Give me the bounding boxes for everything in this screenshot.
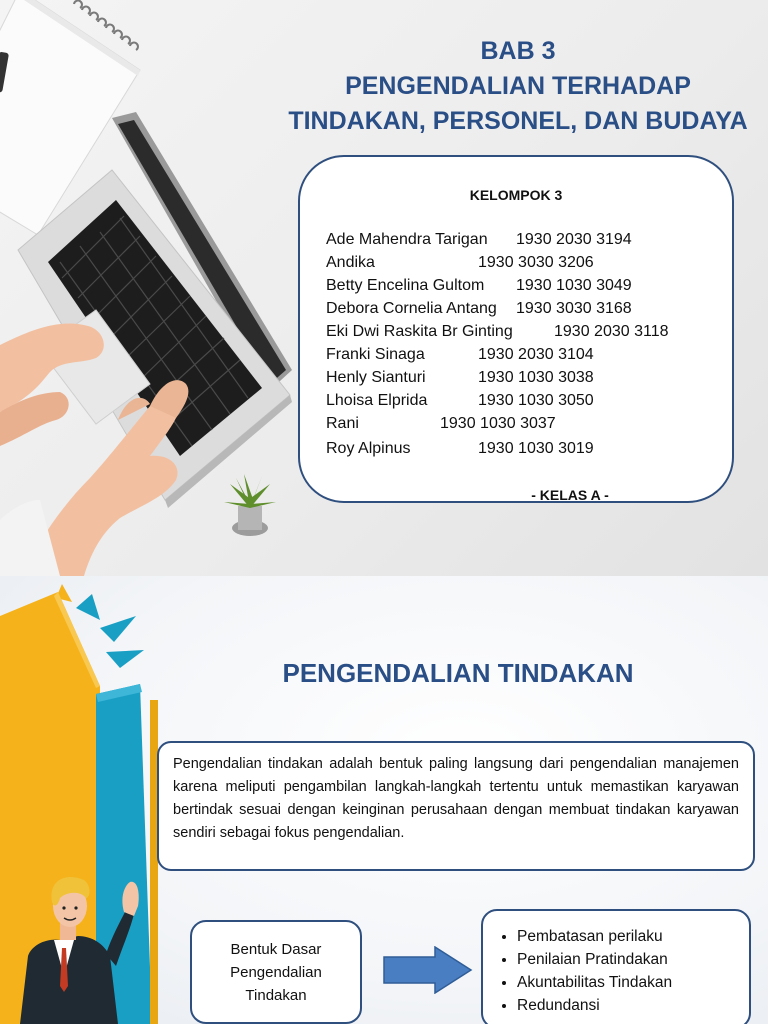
basic-forms-box	[190, 920, 362, 1024]
books-illustration	[0, 576, 160, 1024]
member-id: 1930 1030 3050	[478, 392, 594, 409]
member-id: 1930 1030 3019	[478, 440, 594, 457]
member-name: Roy Alpinus	[326, 440, 411, 457]
class-label: - KELAS A -	[531, 487, 609, 503]
member-name: Lhoisa Elprida	[326, 392, 428, 409]
member-id: 1930 1030 3037	[440, 415, 556, 432]
member-row	[326, 231, 632, 249]
member-row	[326, 346, 594, 364]
member-name: Rani	[326, 415, 359, 432]
title-line: TINDAKAN, PERSONEL, DAN BUDAYA	[288, 107, 748, 135]
member-row	[326, 392, 594, 410]
member-id: 1930 3030 3168	[516, 300, 632, 317]
member-name: Henly Sianturi	[326, 369, 426, 386]
group-members-box	[298, 155, 734, 503]
member-row	[326, 440, 594, 458]
member-row	[326, 300, 632, 318]
member-row	[326, 323, 669, 341]
list-item: • Akuntabilitas Tindakan	[517, 971, 739, 994]
list-item: • Penilaian Pratindakan	[517, 948, 739, 971]
title-line: PENGENDALIAN TERHADAP	[345, 72, 691, 100]
control-types-list	[497, 925, 739, 1017]
member-row	[326, 254, 594, 272]
member-row	[326, 277, 632, 295]
member-name: Franki Sinaga	[326, 346, 425, 363]
member-id: 1930 1030 3038	[478, 369, 594, 386]
member-name: Andika	[326, 254, 375, 271]
group-label: KELOMPOK 3	[469, 187, 563, 203]
member-name: Eki Dwi Raskita Br Ginting	[326, 323, 513, 340]
basic-forms-label: Bentuk Dasar Pengendalian Tindakan	[230, 940, 322, 1004]
definition-box	[157, 741, 755, 871]
list-item: • Redundansi	[517, 994, 739, 1017]
member-row	[326, 415, 556, 433]
control-types-box	[481, 909, 751, 1024]
member-id: 1930 3030 3206	[478, 254, 594, 271]
member-id: 1930 2030 3194	[516, 231, 632, 248]
member-id: 1930 2030 3118	[554, 323, 669, 340]
member-id: 1930 2030 3104	[478, 346, 594, 363]
member-name: Ade Mahendra Tarigan	[326, 231, 488, 248]
list-item: • Pembatasan perilaku	[517, 925, 739, 948]
plant-icon	[224, 474, 276, 536]
page-title	[285, 34, 751, 139]
arrow-right-icon	[383, 946, 473, 994]
member-id: 1930 1030 3049	[516, 277, 632, 294]
member-name: Debora Cornelia Antang	[326, 300, 497, 317]
slide-action-controls	[0, 576, 768, 1024]
title-line: BAB 3	[480, 37, 556, 65]
member-name: Betty Encelina Gultom	[326, 277, 485, 294]
member-row	[326, 369, 594, 387]
laptop-workspace-illustration	[0, 0, 320, 576]
section-title: PENGENDALIAN TINDAKAN	[282, 658, 634, 688]
definition-text: Pengendalian tindakan adalah bentuk paling langsung dari pengendalian manajemen karena meliputi pengambilan langkah-langkah tertentu untuk memastikan karyawan bertindak sesuai dengan keinginan perusahaan dengan membuat tindakan karyawan sendiri sebagai fokus pengendalian.	[173, 756, 739, 841]
